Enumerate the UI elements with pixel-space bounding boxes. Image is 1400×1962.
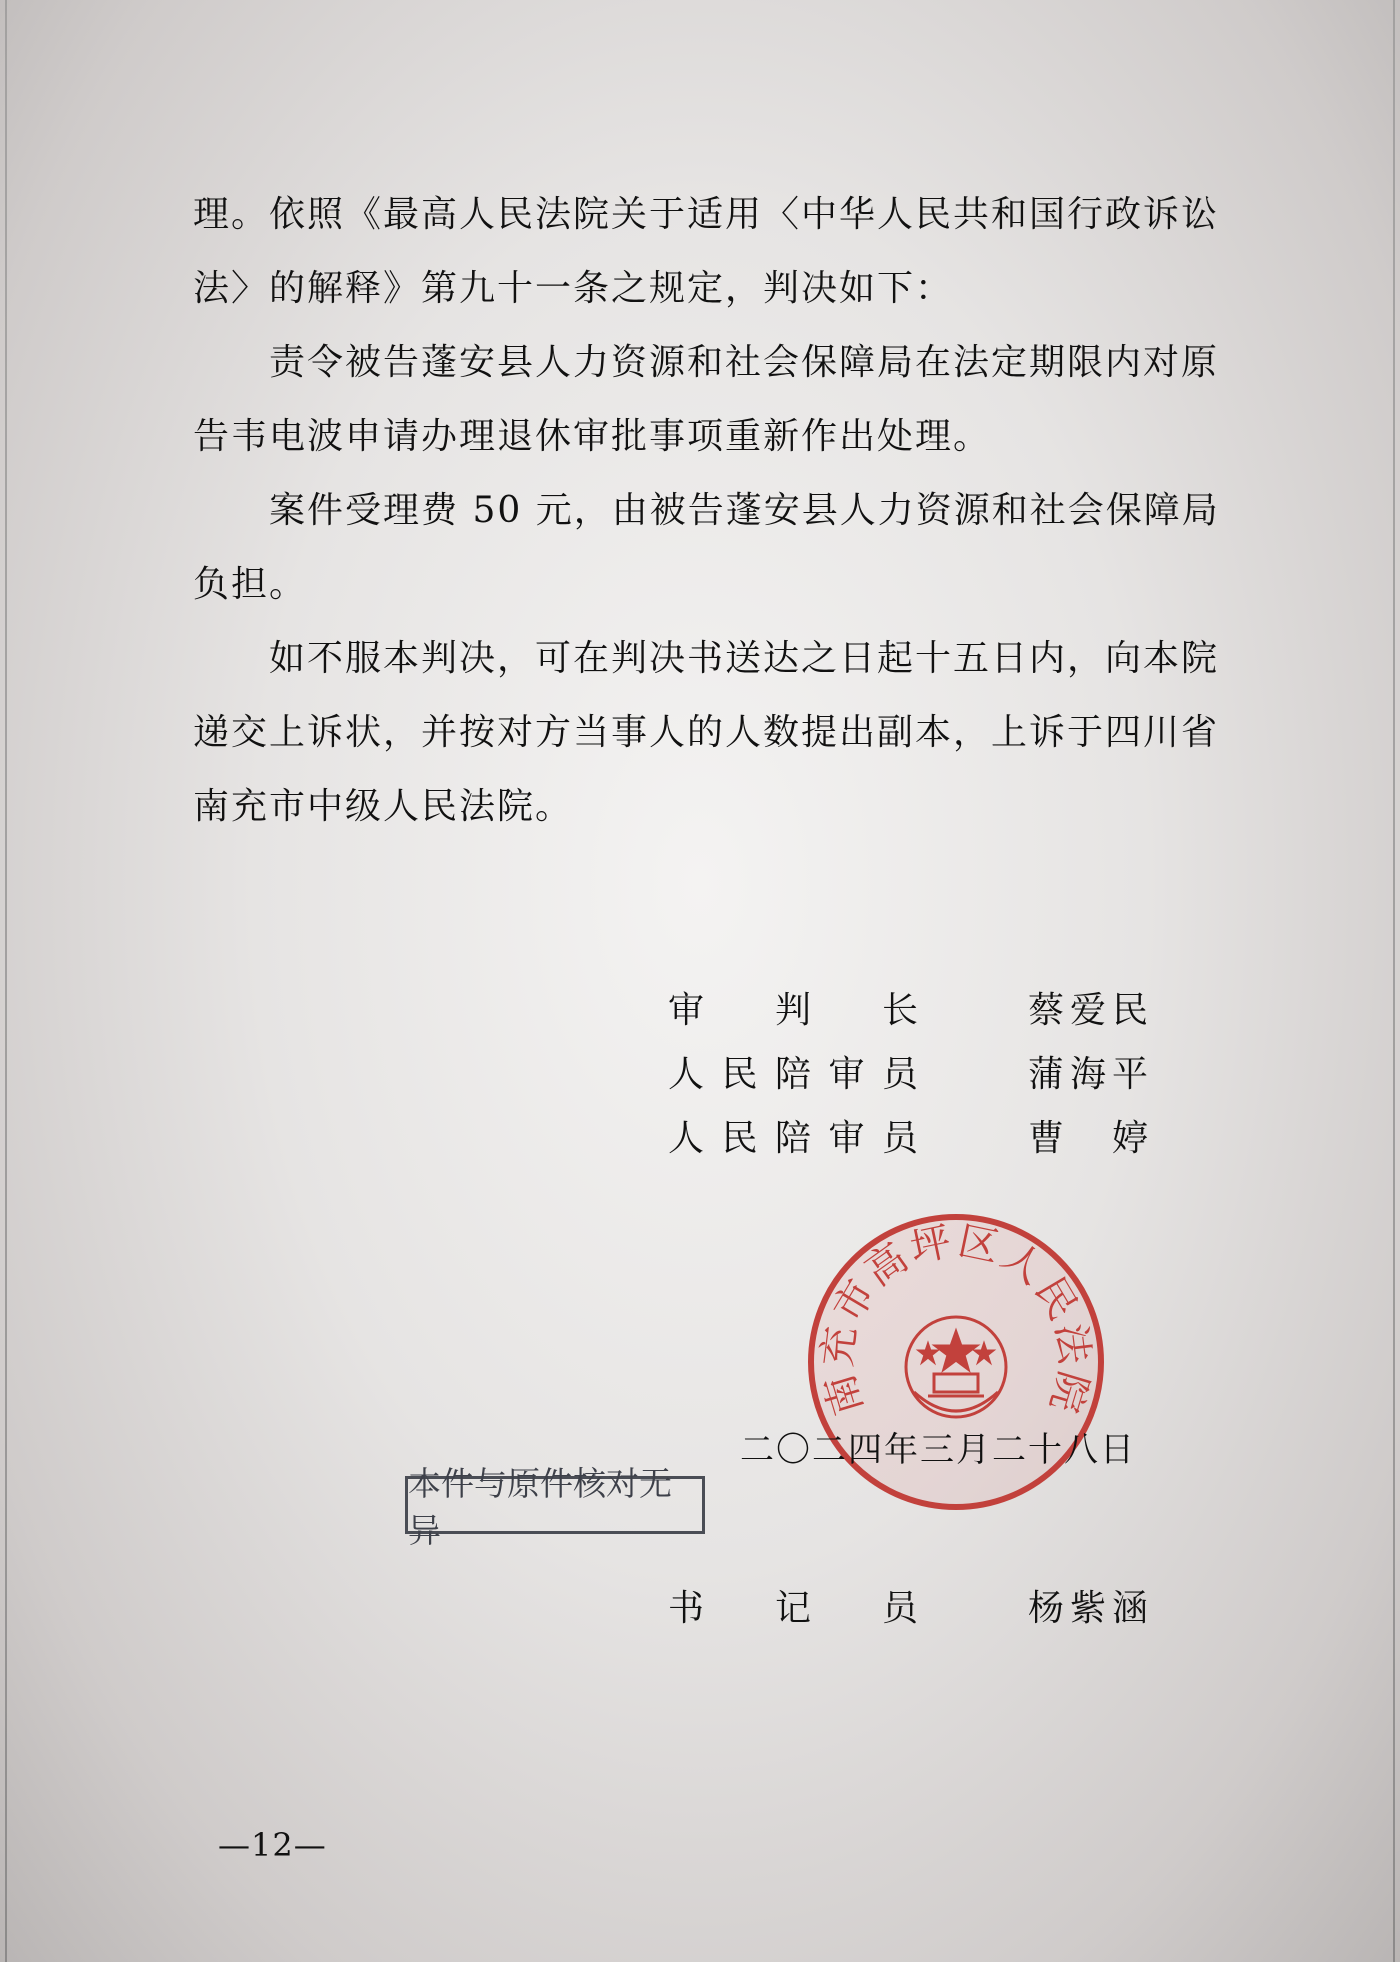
char: 判 <box>774 989 811 1031</box>
char: 爱 <box>1069 989 1106 1031</box>
signature-row-juror-2 <box>668 1108 1148 1162</box>
paragraph-ruling: 责令被告蓬安县人力资源和社会保障局在法定期限内对原告韦电波申请办理退休审批事项重新作出处理。 <box>193 342 1220 457</box>
char: 长 <box>881 989 918 1031</box>
char: 杨 <box>1028 1587 1065 1629</box>
char: 紫 <box>1069 1587 1106 1629</box>
char: 涵 <box>1111 1587 1148 1629</box>
char: 员 <box>881 1587 918 1629</box>
signature-name <box>1028 1046 1148 1097</box>
char: 审 <box>828 1117 865 1159</box>
char: 平 <box>1111 1053 1148 1095</box>
page-edge-right <box>1393 0 1395 1962</box>
char: 曹 <box>1028 1117 1065 1159</box>
signature-row-presiding-judge <box>668 980 1148 1034</box>
clerk-name <box>1028 1580 1148 1631</box>
char: 员 <box>881 1117 918 1159</box>
signature-role <box>668 1046 918 1097</box>
char: 审 <box>828 1053 865 1095</box>
page-edge-left <box>5 0 7 1962</box>
paragraph-appeal-notice: 如不服本判决，可在判决书送达之日起十五日内，向本院递交上诉状，并按对方当事人的人数提出副本，上诉于四川省南充市中级人民法院。 <box>193 638 1220 827</box>
signature-name <box>1028 1110 1148 1161</box>
paragraph-legal-basis: 理。依照《最高人民法院关于适用〈中华人民共和国行政诉讼法〉的解释》第九十一条之规定，判决如下： <box>193 194 1220 309</box>
char: 书 <box>668 1587 705 1629</box>
clerk-role <box>668 1580 918 1631</box>
char: 民 <box>721 1053 758 1095</box>
char: 陪 <box>774 1117 811 1159</box>
seal-text: 南充市高坪区人民法院 <box>814 1218 1098 1421</box>
char: 民 <box>1111 989 1148 1031</box>
judgment-date: 二〇二四年三月二十八日 <box>740 1430 1136 1470</box>
char: 人 <box>668 1053 705 1095</box>
char: 审 <box>668 989 705 1031</box>
char: 人 <box>668 1117 705 1159</box>
char: 海 <box>1069 1053 1106 1095</box>
char: 员 <box>881 1053 918 1095</box>
page-number: —12— <box>218 1826 327 1864</box>
signature-row-clerk <box>668 1580 1148 1630</box>
signature-name <box>1028 982 1148 1033</box>
char: 记 <box>774 1587 811 1629</box>
copy-verification-stamp: 本件与原件核对无异 <box>405 1476 705 1534</box>
paragraph-court-fee: 案件受理费 50 元，由被告蓬安县人力资源和社会保障局负担。 <box>193 490 1220 605</box>
char: 蔡 <box>1028 989 1065 1031</box>
char: 民 <box>721 1117 758 1159</box>
char: 婷 <box>1111 1117 1148 1159</box>
signature-row-juror-1 <box>668 1044 1148 1098</box>
signature-role <box>668 982 918 1033</box>
char: 陪 <box>774 1053 811 1095</box>
judgment-body <box>193 178 1223 844</box>
signature-role <box>668 1110 918 1161</box>
char: 蒲 <box>1028 1053 1065 1095</box>
